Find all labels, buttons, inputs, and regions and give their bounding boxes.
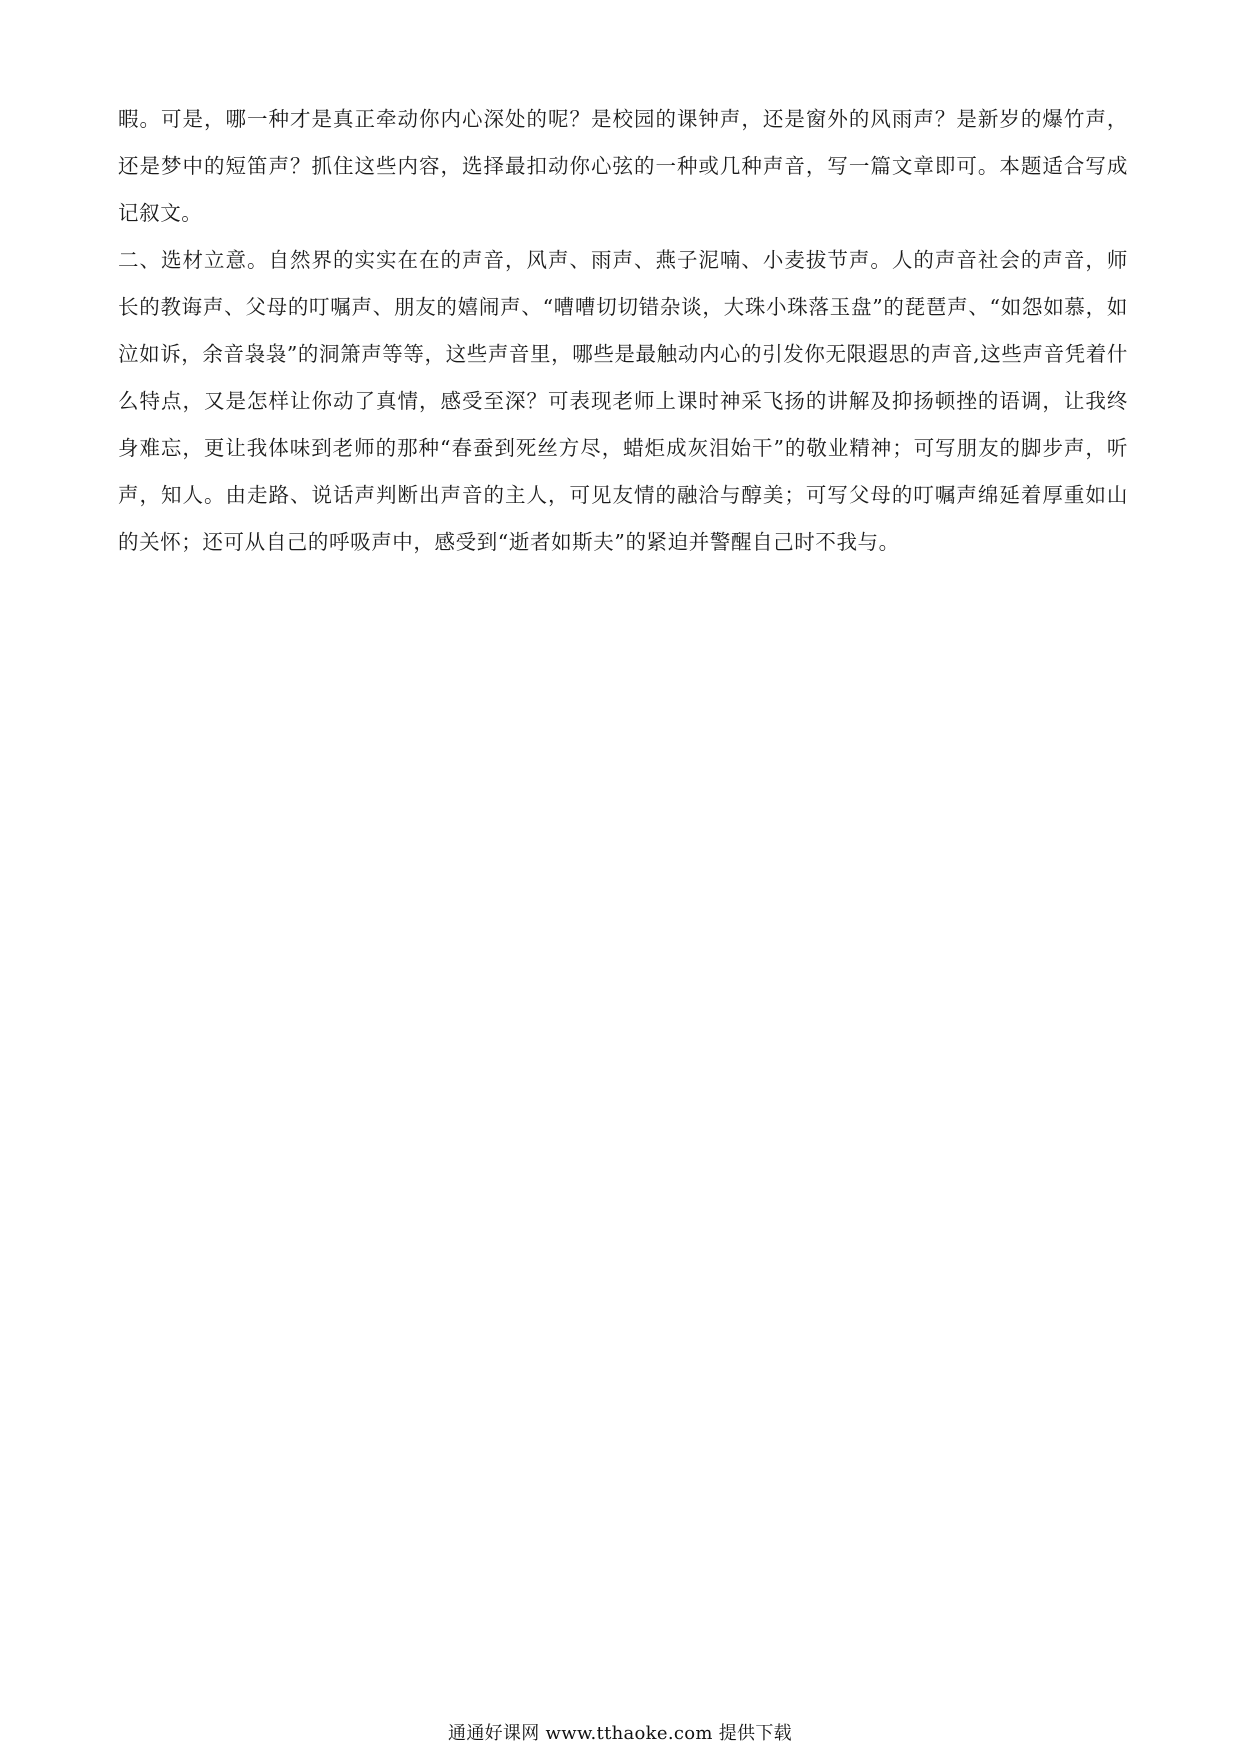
page-footer: 通通好课网 www.tthaoke.com 提供下载: [448, 1723, 792, 1744]
paragraph-continuation: 暇。可是，哪一种才是真正牵动你内心深处的呢？是校园的课钟声，还是窗外的风雨声？是新岁的爆竹声，还是梦中的短笛声？抓住这些内容，选择最扣动你心弦的一种或几种声音，写一篇文章即可。本题适合写成记叙文。: [118, 107, 1128, 225]
document-body: [118, 96, 1128, 566]
paragraph-material-selection: 二、选材立意。自然界的实实在在的声音，风声、雨声、燕子泥喃、小麦拔节声。人的声音社会的声音，师长的教诲声、父母的叮嘱声、朋友的嬉闹声、“嘈嘈切切错杂谈，大珠小珠落玉盘”的琵琶声、“如怨如慕，如泣如诉，余音袅袅”的洞箫声等等，这些声音里，哪些是最触动内心的引发你无限遐思的声音,这些声音凭着什么特点，又是怎样让你动了真情，感受至深？可表现老师上课时神采飞扬的讲解及抑扬顿挫的语调，让我终身难忘，更让我体味到老师的那种“春蚕到死丝方尽，蜡炬成灰泪始干”的敬业精神；可写朋友的脚步声，听声，知人。由走路、说话声判断出声音的主人，可见友情的融洽与醇美；可写父母的叮嘱声绵延着厚重如山的关怀；还可从自己的呼吸声中，感受到“逝者如斯夫”的紧迫并警醒自己时不我与。: [118, 248, 1128, 554]
